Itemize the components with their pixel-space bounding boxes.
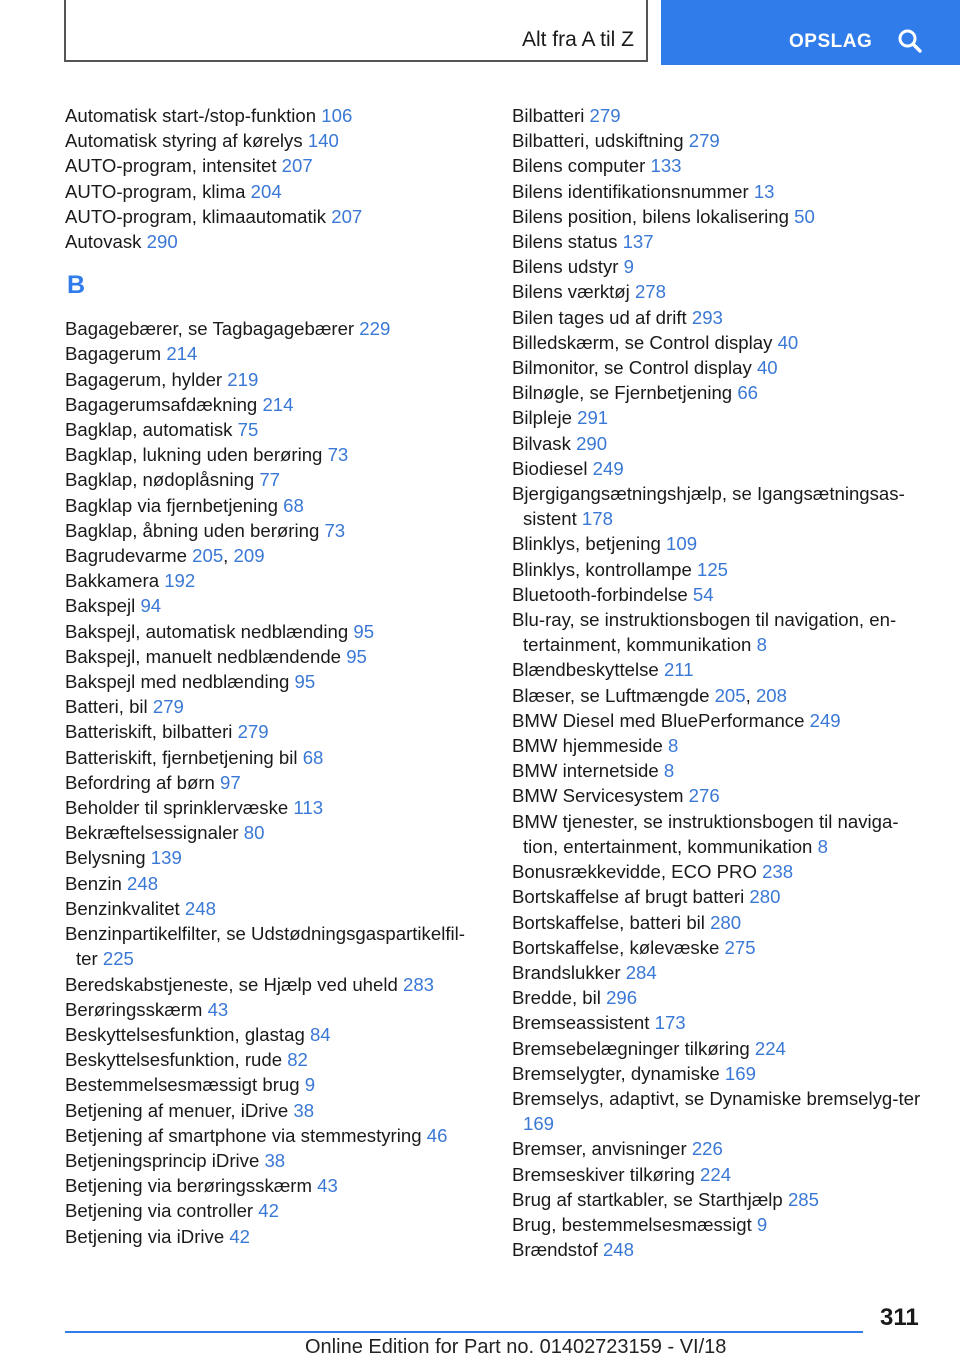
index-entry-term: Automatisk start-/stop-funktion xyxy=(65,105,317,126)
page-reference-link[interactable]: 84 xyxy=(309,1023,331,1045)
page-reference-link[interactable]: 77 xyxy=(259,469,281,491)
index-entry xyxy=(512,607,932,657)
page-reference-link[interactable]: 280 xyxy=(749,886,781,908)
page-reference-link[interactable]: 279 xyxy=(688,130,720,152)
index-entry-term: Bagklap, nødoplåsning xyxy=(65,469,255,491)
index-entry xyxy=(512,204,932,229)
page-reference-link[interactable]: 276 xyxy=(688,785,720,807)
index-entry-term: AUTO-program, klimaautomatik xyxy=(65,205,327,227)
index-entry xyxy=(512,431,932,456)
index-entry-term: BMW tjenester, se instruktionsbogen til naviga‐tion, entertainment, kommunikation xyxy=(512,810,899,857)
index-entry-term: Bilens identifikationsnummer xyxy=(512,180,749,202)
index-entry-term: Betjening via iDrive xyxy=(65,1225,225,1247)
page-reference-link[interactable]: 73 xyxy=(327,444,349,466)
page-reference-link[interactable]: 50 xyxy=(794,205,815,227)
page-reference-link[interactable]: 211 xyxy=(663,659,694,681)
index-entry-term: Bagagerum, hylder xyxy=(65,368,223,390)
page-number: 311 xyxy=(880,1304,919,1331)
index-entry xyxy=(65,467,485,492)
index-entry-term: Bilens computer xyxy=(512,155,646,177)
index-entry-term: Beskyttelsesfunktion, rude xyxy=(65,1049,283,1071)
page-reference-link[interactable]: 137 xyxy=(622,231,654,253)
index-entry xyxy=(512,935,932,960)
index-entry xyxy=(512,1136,932,1161)
page-reference-link[interactable]: 140 xyxy=(307,130,339,152)
index-entry xyxy=(65,442,485,467)
index-entry xyxy=(512,1237,932,1262)
index-entry-term: Bekræftelsessignaler xyxy=(65,822,239,844)
index-entry xyxy=(512,960,932,985)
index-entry-term: Betjeningsprincip iDrive xyxy=(65,1149,260,1171)
index-entry-term: Berøringsskærm xyxy=(65,998,203,1020)
index-entry xyxy=(65,921,485,971)
index-entry xyxy=(512,783,932,808)
index-entry-term: Bakspejl med nedblænding xyxy=(65,671,290,693)
index-entry xyxy=(65,1148,485,1173)
page-reference-link[interactable]: 249 xyxy=(809,709,841,731)
page-reference-link[interactable]: 207 xyxy=(331,205,363,227)
index-entry-term: Betjening via controller xyxy=(65,1200,254,1222)
index-entry xyxy=(512,985,932,1010)
page-reference-link[interactable]: 73 xyxy=(324,519,346,541)
index-entry-term: Bjergigangsætningshjælp, se Igangsætningsas‐sistent xyxy=(512,483,905,530)
index-entry-term: Brændstof xyxy=(512,1239,598,1261)
page-reference-link[interactable]: 139 xyxy=(150,847,182,869)
page-reference-link[interactable]: 95 xyxy=(294,671,316,693)
index-entry: Blæser, se Luftmængde 205, 208 xyxy=(512,684,787,706)
index-entry-term: BMW Diesel med BluePerformance xyxy=(512,709,805,731)
index-entry xyxy=(65,619,485,644)
page-reference-link[interactable]: 293 xyxy=(691,306,723,328)
page-reference-link[interactable]: 205 xyxy=(192,545,224,567)
index-entry xyxy=(512,1061,932,1086)
page-reference-link[interactable]: 279 xyxy=(152,696,184,718)
index-entry-term: Bakspejl, manuelt nedblændende xyxy=(65,645,342,667)
index-entry-term: Bremseassistent xyxy=(512,1012,650,1034)
page-reference-link[interactable]: 178 xyxy=(581,508,613,530)
index-entry xyxy=(65,694,485,719)
page-reference-link[interactable]: 38 xyxy=(293,1099,315,1121)
index-entry-term: Bilens udstyr xyxy=(512,256,619,278)
page-reference-link[interactable]: 106 xyxy=(321,105,353,126)
page-reference-link[interactable]: 75 xyxy=(237,419,259,441)
index-entry xyxy=(512,1212,932,1237)
page-reference-link[interactable]: 54 xyxy=(692,583,714,605)
index-entry-term: Blæser, se Luftmængde xyxy=(512,684,710,706)
index-entry-term: Bagagebærer, se Tagbagagebærer xyxy=(65,318,355,340)
page-reference-link[interactable]: 192 xyxy=(164,570,196,592)
index-entry xyxy=(65,153,485,178)
page-reference-link[interactable]: 9 xyxy=(756,1213,768,1235)
index-entry xyxy=(65,1098,485,1123)
index-letter-heading: B xyxy=(67,271,86,300)
index-entry xyxy=(512,128,932,153)
page-reference-link[interactable]: 40 xyxy=(756,357,778,379)
index-entry xyxy=(65,1224,485,1249)
index-entry-term: Bilnøgle, se Fjernbetjening xyxy=(512,382,733,404)
index-entry-term: Batteriskift, bilbatteri xyxy=(65,721,233,743)
page-reference-link[interactable]: 95 xyxy=(346,645,367,667)
index-entry-term: Bremser, anvisninger xyxy=(512,1138,687,1160)
index-entry-term: Bilbatteri, udskiftning xyxy=(512,130,684,152)
page-reference-link[interactable]: 275 xyxy=(724,936,756,958)
index-entry-term: BMW internetside xyxy=(512,760,659,782)
page-reference-link[interactable]: 280 xyxy=(710,911,742,933)
index-entry xyxy=(65,1198,485,1223)
index-entry xyxy=(512,405,932,430)
index-entry-term: Bilens status xyxy=(512,231,618,253)
page-reference-link[interactable]: 207 xyxy=(281,155,313,177)
index-entry xyxy=(65,997,485,1022)
index-entry-term: Bagrudevarme xyxy=(65,545,187,567)
page-reference-link[interactable]: 248 xyxy=(127,872,159,894)
page-reference-link[interactable]: 113 xyxy=(293,797,324,819)
index-entry-term: Bremselygter, dynamiske xyxy=(512,1062,720,1084)
index-entry-term: Blinklys, kontrollampe xyxy=(512,558,692,580)
page-reference-link[interactable]: 205 xyxy=(714,684,746,706)
page-reference-link[interactable]: 173 xyxy=(654,1012,686,1034)
index-entry-term: AUTO-program, intensitet xyxy=(65,155,277,177)
tab-a-to-z[interactable] xyxy=(64,0,648,62)
page-reference-link[interactable]: 9 xyxy=(623,256,634,278)
index-entry-term: Belysning xyxy=(65,847,146,869)
page-reference-link[interactable]: 279 xyxy=(237,721,269,743)
index-entry xyxy=(512,809,932,859)
page-reference-link[interactable]: 291 xyxy=(577,407,609,429)
index-entry-term: Bestemmelsesmæssigt brug xyxy=(65,1074,300,1096)
index-entry xyxy=(512,1162,932,1187)
index-entry xyxy=(65,493,485,518)
index-entry xyxy=(65,341,485,366)
page-reference-link[interactable]: 284 xyxy=(625,961,657,983)
index-entry xyxy=(512,1187,932,1212)
index-entry xyxy=(65,204,485,229)
index-entry-term: Bakspejl xyxy=(65,595,136,617)
page-reference-link[interactable]: 225 xyxy=(102,948,134,970)
index-entry xyxy=(65,417,485,442)
index-entry-term: Autovask xyxy=(65,231,142,253)
page-reference-link[interactable]: 42 xyxy=(229,1225,251,1247)
page-reference-link[interactable]: 249 xyxy=(592,457,624,479)
index-entry-term: Bilens værktøj xyxy=(512,281,630,303)
index-entry-term: Beskyttelsesfunktion, glastag xyxy=(65,1023,305,1045)
page-reference-link[interactable]: 214 xyxy=(166,343,198,365)
page-reference-link[interactable]: 40 xyxy=(777,331,799,353)
index-entry xyxy=(65,179,485,204)
index-entry-term: Bagagerumsafdækning xyxy=(65,393,258,415)
page-reference-link[interactable]: 278 xyxy=(634,281,666,303)
index-entry-term: Blinklys, betjening xyxy=(512,533,661,555)
index-entry-term: Bilens position, bilens lokalisering xyxy=(512,205,789,227)
index-entry-term: Bonusrækkevidde, ECO PRO xyxy=(512,861,757,883)
index-entry xyxy=(65,1022,485,1047)
index-entry xyxy=(512,859,932,884)
index-entry-term: Bilen tages ud af drift xyxy=(512,306,687,328)
index-entry: Bagrudevarme 205, 209 xyxy=(65,545,265,567)
page-reference-link[interactable]: 8 xyxy=(668,735,679,757)
tab-a-to-z-label: Alt fra A til Z xyxy=(521,28,634,51)
index-entry-term: Billedskærm, se Control display xyxy=(512,331,773,353)
index-entry xyxy=(512,758,932,783)
index-entry-term: Bilmonitor, se Control display xyxy=(512,357,752,379)
page-reference-link[interactable]: 46 xyxy=(426,1124,448,1146)
page-reference-link[interactable]: 133 xyxy=(650,155,682,177)
index-entry xyxy=(65,820,485,845)
index-entry-term: Bagklap via fjernbetjening xyxy=(65,494,278,516)
index-entry-term: Bagagerum xyxy=(65,343,162,365)
index-entry xyxy=(65,1173,485,1198)
page-reference-link[interactable]: 9 xyxy=(304,1074,316,1096)
index-entry-term: Beholder til sprinklervæske xyxy=(65,797,289,819)
index-entry xyxy=(512,103,932,128)
index-entry-term: Blændbeskyttelse xyxy=(512,659,659,681)
index-entry xyxy=(65,719,485,744)
index-entry-term: Bluetooth-forbindelse xyxy=(512,583,688,605)
page-reference-link[interactable]: 208 xyxy=(755,684,787,706)
page-reference-link[interactable]: 169 xyxy=(523,1113,555,1135)
index-entry xyxy=(512,531,932,556)
index-entry xyxy=(65,770,485,795)
index-entry-term: Bremseskiver tilkøring xyxy=(512,1163,695,1185)
index-entry xyxy=(512,481,932,531)
index-entry-term: BMW Servicesystem xyxy=(512,785,684,807)
page-reference-link[interactable]: 95 xyxy=(353,620,375,642)
index-entry-term: Brug, bestemmelsesmæssigt xyxy=(512,1213,752,1235)
page-reference-link[interactable]: 224 xyxy=(754,1037,786,1059)
index-entry xyxy=(65,1072,485,1097)
page-reference-link[interactable]: 224 xyxy=(700,1163,732,1185)
index-entry xyxy=(65,644,485,669)
page-reference-link[interactable]: 68 xyxy=(283,494,304,516)
index-entry xyxy=(65,1047,485,1072)
page-reference-link[interactable]: 279 xyxy=(589,105,621,126)
index-entry xyxy=(512,1036,932,1061)
page-reference-link[interactable]: 8 xyxy=(663,760,675,782)
index-entry xyxy=(65,845,485,870)
index-entry xyxy=(65,103,485,128)
index-entry xyxy=(512,1010,932,1035)
page-reference-link[interactable]: 283 xyxy=(403,973,435,995)
index-entry xyxy=(65,229,485,254)
index-entry xyxy=(512,153,932,178)
page-reference-link[interactable]: 80 xyxy=(243,822,265,844)
page-reference-link[interactable]: 43 xyxy=(207,998,229,1020)
index-entry xyxy=(65,392,485,417)
page-reference-link[interactable]: 82 xyxy=(287,1049,308,1071)
index-entry xyxy=(512,254,932,279)
index-column-right xyxy=(512,103,932,1262)
index-entry-term: Blu-ray, se instruktionsbogen til navigation, en‐tertainment, kommunikation xyxy=(512,609,897,656)
index-entry-term: Benzin xyxy=(65,872,122,894)
index-entry xyxy=(65,128,485,153)
index-entry-term: Automatisk styring af kørelys xyxy=(65,130,303,152)
index-entry xyxy=(512,305,932,330)
index-entry xyxy=(512,884,932,909)
index-entry xyxy=(512,355,932,380)
page-reference-link[interactable]: 42 xyxy=(258,1200,279,1222)
index-entry-term: Biodiesel xyxy=(512,457,588,479)
index-entry xyxy=(512,657,932,682)
index-column-left xyxy=(65,103,485,1249)
page-reference-link[interactable]: 285 xyxy=(787,1188,819,1210)
index-entry-term: Bremsebelægninger tilkøring xyxy=(512,1037,750,1059)
index-entry xyxy=(512,380,932,405)
index-entry-term: Benzinpartikelfilter, se Udstødningsgaspartikelfil‐ter xyxy=(65,923,465,970)
page-reference-link[interactable]: 296 xyxy=(606,987,638,1009)
index-entry xyxy=(65,669,485,694)
index-entry-term: Bakkamera xyxy=(65,570,160,592)
index-entry xyxy=(65,871,485,896)
index-entry-term: Brandslukker xyxy=(512,961,621,983)
index-entry-term: BMW hjemmeside xyxy=(512,735,663,757)
index-entry-term: Batteriskift, fjernbetjening bil xyxy=(65,746,298,768)
index-entry xyxy=(65,896,485,921)
index-entry-term: Bredde, bil xyxy=(512,987,601,1009)
page-reference-link[interactable]: 43 xyxy=(317,1175,338,1197)
index-entry xyxy=(65,745,485,770)
page-reference-link[interactable]: 214 xyxy=(262,393,294,415)
page-reference-link[interactable]: 125 xyxy=(696,558,729,580)
page-reference-link[interactable]: 38 xyxy=(264,1149,286,1171)
index-entry-term: Bortskaffelse, kølevæske xyxy=(512,936,720,958)
page-reference-link[interactable]: 238 xyxy=(762,861,794,883)
page-reference-link[interactable]: 8 xyxy=(817,835,828,857)
index-entry-term: Beredskabstjeneste, se Hjælp ved uheld xyxy=(65,973,398,995)
index-entry xyxy=(512,557,932,582)
index-entry xyxy=(512,1086,932,1136)
index-entry xyxy=(65,972,485,997)
index-entry-term: Bilbatteri xyxy=(512,105,585,126)
index-entry xyxy=(65,795,485,820)
index-entry xyxy=(512,229,932,254)
page-reference-link[interactable]: 8 xyxy=(756,634,767,656)
index-entry-term: Bagklap, lukning uden berøring xyxy=(65,444,323,466)
page-reference-link[interactable]: 290 xyxy=(146,231,178,253)
index-entry-term: Bortskaffelse af brugt batteri xyxy=(512,886,745,908)
page-reference-link[interactable]: 169 xyxy=(724,1062,756,1084)
index-entry-term: Befordring af børn xyxy=(65,771,215,793)
footer-edition-text: Online Edition for Part no. 01402723159 - VI/18 xyxy=(305,1336,727,1358)
index-entry-term: Betjening af menuer, iDrive xyxy=(65,1099,289,1121)
index-entry-term: Bilpleje xyxy=(512,407,572,429)
index-entry-term: Betjening via berøringsskærm xyxy=(65,1175,312,1197)
index-entry xyxy=(512,279,932,304)
top-navigation xyxy=(0,0,960,66)
index-entry-term: Betjening af smartphone via stemmestyring xyxy=(65,1124,422,1146)
index-entry-term: Bagklap, automatisk xyxy=(65,419,233,441)
index-entry-term: AUTO-program, klima xyxy=(65,180,246,202)
index-entry-term: Bilvask xyxy=(512,432,571,454)
index-entry-term: Bakspejl, automatisk nedblænding xyxy=(65,620,349,642)
index-entry xyxy=(65,568,485,593)
page-reference-link[interactable]: 109 xyxy=(666,533,698,555)
page-reference-link[interactable]: 209 xyxy=(233,545,265,567)
index-entry xyxy=(512,708,932,733)
page-reference-link[interactable]: 204 xyxy=(250,180,282,202)
index-entry xyxy=(65,593,485,618)
page-reference-link[interactable]: 97 xyxy=(220,771,241,793)
index-entry xyxy=(512,733,932,758)
index-entry xyxy=(512,582,932,607)
index-entry xyxy=(512,179,932,204)
index-entry xyxy=(512,910,932,935)
page-reference-link[interactable]: 219 xyxy=(227,368,259,390)
page-reference-link[interactable]: 226 xyxy=(691,1138,723,1160)
index-entry-term: Bortskaffelse, batteri bil xyxy=(512,911,705,933)
page-reference-link[interactable]: 68 xyxy=(302,746,324,768)
index-entry-term: Bagklap, åbning uden berøring xyxy=(65,519,320,541)
index-entry xyxy=(65,367,485,392)
page-reference-link[interactable]: 66 xyxy=(737,382,759,404)
footer-divider xyxy=(65,1331,863,1333)
index-entry-term: Brug af startkabler, se Starthjælp xyxy=(512,1188,783,1210)
page-reference-link[interactable]: 94 xyxy=(140,595,162,617)
page-reference-link[interactable]: 229 xyxy=(359,318,391,340)
index-entry-term: Bremselys, adaptivt, se Dynamiske bremselyg‐ter xyxy=(512,1087,921,1109)
index-entry-term: Benzinkvalitet xyxy=(65,897,180,919)
index-entry xyxy=(65,1123,485,1148)
page-reference-link[interactable]: 290 xyxy=(576,432,608,454)
index-entry xyxy=(65,518,485,543)
index-entry xyxy=(512,456,932,481)
page-reference-link[interactable]: 13 xyxy=(753,180,775,202)
tab-lookup[interactable] xyxy=(661,0,960,65)
index-entry xyxy=(65,316,485,341)
index-entry xyxy=(512,330,932,355)
search-icon xyxy=(897,28,923,54)
page-reference-link[interactable]: 248 xyxy=(602,1239,634,1261)
index-entry-term: Batteri, bil xyxy=(65,696,148,718)
tab-lookup-label: OPSLAG xyxy=(789,31,873,52)
page-reference-link[interactable]: 248 xyxy=(184,897,216,919)
